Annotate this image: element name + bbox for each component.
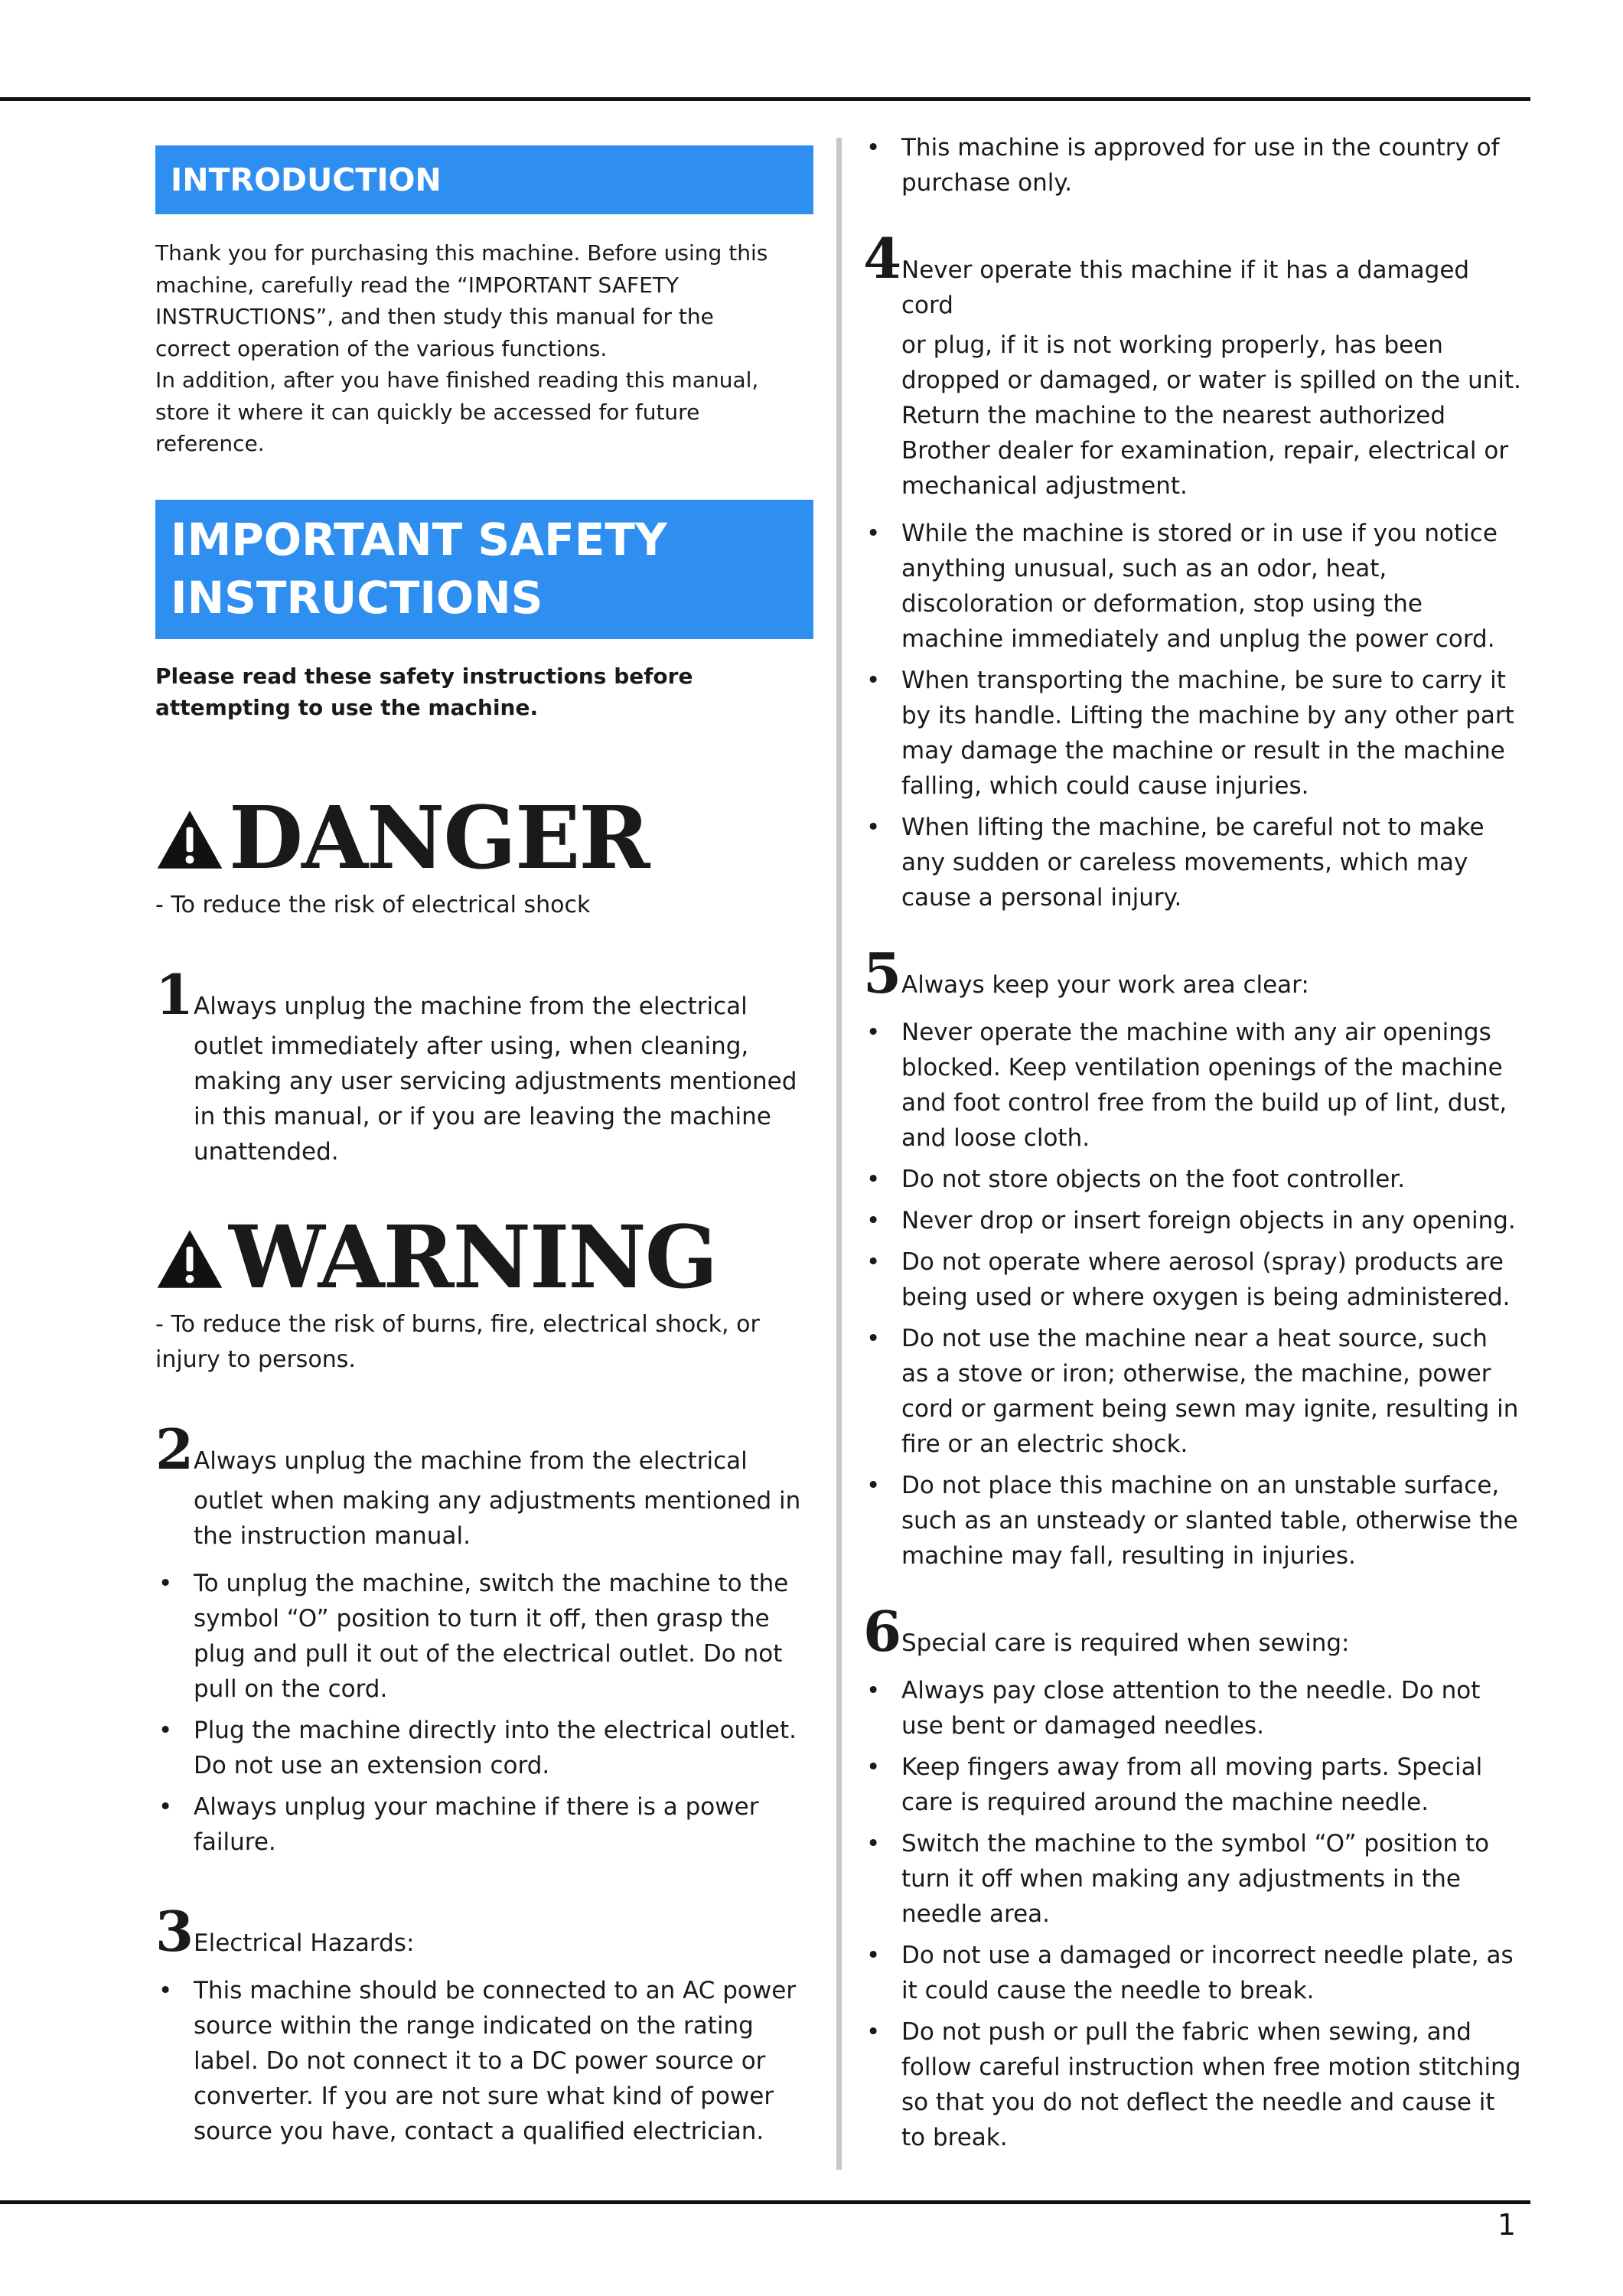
safety-item-4 [863,226,1521,915]
list-item [155,1789,813,1860]
bullet-list [155,1566,813,1860]
bullet-marker: • [866,1019,881,1046]
danger-header [155,788,813,889]
bullet-marker: • [866,1753,881,1781]
bullet-marker: • [866,2018,881,2046]
list-item [863,1203,1521,1238]
danger-subtitle: - To reduce the risk of electrical shock [155,891,591,918]
safety-item-5 [863,941,1521,1574]
bullet-marker: • [866,1472,881,1499]
warning-header [155,1207,813,1308]
list-item [863,1673,1521,1743]
item-number: 4 [863,226,902,291]
item-lead-text: Never operate this machine if it has a damaged cord [901,256,1470,319]
introduction-heading: INTRODUCTION [155,145,813,214]
list-item [863,1750,1521,1820]
bullet-marker: • [158,1569,173,1597]
list-item [155,1713,813,1783]
top-rule [0,97,1530,101]
bullet-list [155,1973,813,2149]
item-lead-text: Always keep your work area clear: [901,971,1309,999]
bullet-marker: • [158,1716,173,1744]
bullet-list [863,516,1521,915]
list-item [863,130,1521,201]
safety-heading-line: IMPORTANT SAFETY [171,513,667,566]
list-item-text: Never operate the machine with any air openings blocked. Keep ventilation openings of the machine and foot control free from the build up of lint, dust, and loose cloth. [901,1019,1507,1152]
page-number: 1 [1497,2208,1516,2242]
list-item-text: Always pay close attention to the needle. Do not use bent or damaged needles. [901,1677,1481,1740]
bullet-marker: • [866,667,881,694]
list-item [863,1938,1521,2008]
list-item [863,1015,1521,1156]
warning-subtitle: - To reduce the risk of burns, fire, electrical shock, or injury to persons. [155,1310,760,1373]
item-number: 6 [863,1599,902,1664]
item-lead-text: Special care is required when sewing: [901,1629,1350,1657]
left-column [155,130,813,2155]
list-item-text: Never drop or insert foreign objects in any opening. [901,1207,1516,1234]
bullet-marker: • [866,1325,881,1352]
list-item-text: Plug the machine directly into the electrical outlet. Do not use an extension cord. [194,1716,797,1779]
item-lead-text: Electrical Hazards: [194,1929,415,1957]
list-item-text: Switch the machine to the symbol “O” position to turn it off when making any adjustments in the needle area. [901,1830,1490,1928]
list-item-text: While the machine is stored or in use if you notice anything unusual, such as an odor, heat, discoloration or deformation, stop using the machine immediately and unplug the power cord. [901,520,1498,653]
item-text: or plug, if it is not working properly, has been dropped or damaged, or water is spilled on the unit. Return the machine to the nearest authorized Brother dealer for examination, repair, electrical or mechanical adjustment. [901,331,1521,500]
right-column [863,130,1521,2161]
item-lead-text: Always unplug the machine from the electrical [194,992,748,1020]
intro-line: store it where it can quickly be accessed for future [155,399,700,425]
list-item [863,1321,1521,1462]
item-number: 5 [863,941,902,1006]
bullet-marker: • [866,1207,881,1234]
list-item-text: When transporting the machine, be sure to carry it by its handle. Lifting the machine by any other part may damage the machine or result in the machine falling, which could cause injuries. [901,667,1514,800]
list-item [155,1566,813,1707]
item-lead-text: Always unplug the machine from the electrical [194,1446,748,1475]
list-item-text: This machine should be connected to an AC power source within the range indicated on the rating label. Do not connect it to a DC power source or converter. If you are not sure what kind of power source you have, contact a qualified electrician. [194,1976,797,2145]
list-item-text: Do not use a damaged or incorrect needle plate, as it could cause the needle to break. [901,1942,1514,2004]
danger-title: DANGER [229,788,649,889]
bullet-list [863,130,1521,201]
intro-line: correct operation of the various functions. [155,335,608,361]
item-number: 1 [155,961,194,1027]
bullet-list [863,1015,1521,1574]
item-text: outlet immediately after using, when cleaning, making any user servicing adjustments mentioned in this manual, or if you are leaving the machine unattended. [194,1032,797,1166]
introduction-text [155,237,813,460]
bullet-list [863,1673,1521,2155]
safety-heading [155,500,813,639]
bullet-marker: • [866,520,881,547]
bullet-marker: • [158,1976,173,2004]
list-item [863,1826,1521,1932]
list-item-text: Do not use the machine near a heat source, such as a stove or iron; otherwise, the machine, power cord or garment being sewn may ignite, resulting in fire or an electric shock. [901,1325,1519,1458]
list-item [863,516,1521,657]
intro-line: reference. [155,431,265,456]
bullet-marker: • [866,1830,881,1857]
list-item [863,2014,1521,2155]
safety-heading-line: INSTRUCTIONS [171,571,543,624]
item-number: 2 [155,1416,194,1482]
list-item-text: Do not push or pull the fabric when sewing, and follow careful instruction when free motion stitching so that you do not deflect the needle and cause it to break. [901,2018,1521,2151]
column-divider [836,138,842,2170]
list-item-text: To unplug the machine, switch the machine to the symbol “O” position to turn it off, then grasp the plug and pull it out of the electrical outlet. Do not pull on the cord. [194,1569,789,1703]
safety-item-2 [155,1416,813,1860]
list-item [155,1973,813,2149]
warning-title: WARNING [229,1207,717,1308]
intro-line: machine, carefully read the “IMPORTANT SAFETY [155,272,679,298]
list-item [863,1162,1521,1197]
intro-line: Thank you for purchasing this machine. Before using this [155,240,768,266]
item-text: outlet when making any adjustments mentioned in the instruction manual. [194,1486,801,1550]
bullet-marker: • [866,814,881,841]
intro-line: In addition, after you have finished reading this manual, [155,367,759,393]
item-number: 3 [155,1898,194,1964]
safety-item-6 [863,1599,1521,2155]
list-item-text: Do not place this machine on an unstable surface, such as an unsteady or slanted table, otherwise the machine may fall, resulting in injuries. [901,1472,1518,1570]
list-item-text: When lifting the machine, be careful not to make any sudden or careless movements, which may cause a personal injury. [901,814,1484,912]
intro-line: INSTRUCTIONS”, and then study this manual for the [155,304,714,329]
bullet-marker: • [866,1248,881,1276]
bullet-marker: • [158,1792,173,1821]
bullet-marker: • [866,1942,881,1969]
safety-item-1 [155,961,813,1169]
list-item [863,810,1521,915]
bullet-marker: • [866,134,881,161]
bullet-marker: • [866,1677,881,1704]
warning-triangle-icon [155,807,224,872]
list-item-text: This machine is approved for use in the country of purchase only. [901,134,1500,197]
safety-item-3 [155,1898,813,2149]
list-item [863,663,1521,804]
bullet-marker: • [866,1166,881,1193]
list-item [863,1244,1521,1315]
list-item-text: Do not store objects on the foot controller. [901,1166,1406,1193]
bottom-rule [0,2200,1530,2204]
warning-triangle-icon [155,1226,224,1292]
list-item [863,1468,1521,1574]
list-item-text: Keep fingers away from all moving parts. Special care is required around the machine needle. [901,1753,1483,1816]
list-item-text: Always unplug your machine if there is a power failure. [194,1792,759,1856]
list-item-text: Do not operate where aerosol (spray) products are being used or where oxygen is being administered. [901,1248,1511,1311]
safety-note: Please read these safety instructions before attempting to use the machine. [155,663,693,720]
